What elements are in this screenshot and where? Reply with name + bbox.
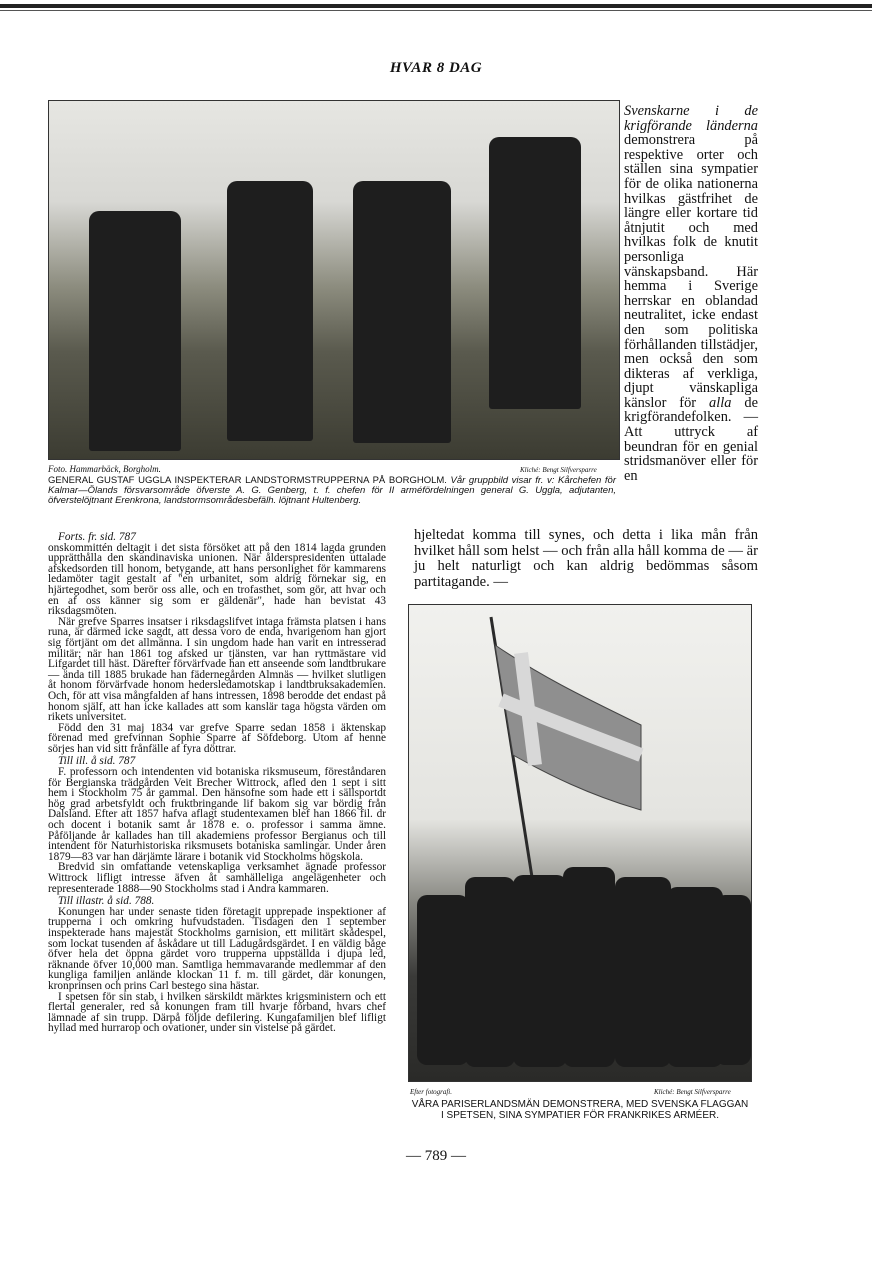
paragraph: onskommittén deltagit i det sista försöket att på den 1814 lagda grunden upprätthålla den skandinaviska unionen. När ålderspresidenten uttalade afskedsorden till honom, betygande, att hans personlighet för kammarens ledamöter tagit gestalt af "en urbanitet, som aldrig förnekar sig, en hjärtegodhet, som berör oss alle, och en trofasthet, som gör, att hvar och en af oss känner sig som er gäldenär", hade han bevistat 43 riksdagsmöten. — [48, 541, 386, 618]
photo2-caption: VÅRA PARISERLANDSMÄN DEMONSTRERA, MED SVENSKA FLAGGAN I SPETSEN, SINA SYMPATIER FÖR FRANKRIKES ARMÉER. — [411, 1099, 749, 1121]
section-heading: Till ill. å sid. 787 — [58, 755, 136, 768]
flag-illustration — [409, 605, 751, 1081]
officers-group-photo — [48, 100, 620, 460]
flag-demonstration-photo — [408, 604, 752, 1082]
paragraph: I spetsen för sin stab, i hvilken särskildt märktes krigsministern och ett flertal generaler, red så konungen fram till hvarje förband, hvars chef lämnade af sin trupp. Därpå följde defilering. Kungafamiljen blef lifligt hyllad med hurrarop och ovationer, under sin vistelse på gärdet. — [48, 990, 386, 1035]
photo1-caption-detail: Vår gruppbild visar fr. v: Kårchefen för Kalmar—Ölands försvarsområde öfverste A. G. Genberg, t. f. chefen för II arméfördelningen general G. Uggla, adjutanten, öfverstelöjtnant Erenkrona, landstormsområdesbefälh. löjtnant Hultenberg. — [48, 475, 616, 506]
top-rule-thin — [0, 10, 872, 11]
page-header: HVAR 8 DAG — [389, 60, 483, 76]
officer-figure-2 — [227, 181, 313, 441]
photo1-credit-right: Kliché: Bengt Silfversparre — [520, 466, 597, 474]
photo1-credit-left: Foto. Hammarbäck, Borgholm. — [48, 464, 161, 474]
sidebar-text — [624, 104, 758, 483]
photo2-credit-left: Efter fotografi. — [410, 1088, 452, 1096]
officer-figure-4 — [489, 137, 581, 409]
photo1-caption-title: GENERAL GUSTAF UGGLA INSPEKTERAR LANDSTORMSTRUPPERNA PÅ BORGHOLM. — [48, 475, 447, 486]
left-column — [48, 530, 386, 1034]
sidebar-body: demonstrera på respektive orter och ställen sina sympatier för de olika nationerna hvilkas gästfrihet de längre eller kortare tid åtnjutit och med hvilkas folk de knutit personliga vänskapsband. Här hemma i Sverige herrskar en oblandad neutralitet, icke endast den som politiska förhållanden tillstädjer, men också den som dikteras af verkliga, djupt vänskapliga känslor för — [624, 132, 758, 411]
crowd — [417, 867, 751, 1067]
paragraph: F. professorn och intendenten vid botaniska riksmuseum, föreståndaren för Bergianska trädgården Veit Brecher Wittrock, afled den 1 sept i sitt hem i Stockholm 75 år gammal. Den hänsofne som hade ett i sällsportdt hög grad arbetsfyldt och fruktbringande lif bakom sig var bördig från Dalsland. Efter att 1857 hafva aflagt studentexamen blef han 1866 fil. dr och docent i botanik samt år 1878 e. o. professor i samma ämne. Påföljande år kallades han till akademiens professor Bergianus och till intendent för Naturhistoriska riksmusets botaniska samlingar. Under åren 1879—83 var han därjämte lärare i botanik vid Stockholms högskola. — [48, 766, 386, 863]
paragraph: Född den 31 maj 1834 var grefve Sparre sedan 1858 i äktenskap förenad med grefvinnan Sophie Sparre af Söfdeborg. Utom af henne sörjes han vid sitt frånfälle af fyra döttrar. — [48, 721, 386, 755]
top-rule — [0, 4, 872, 8]
paragraph: Konungen har under senaste tiden företagit upprepade inspektioner af trupperna i och omkring hufvudstaden. Tisdagen den 1 september inspekterade hans majestät Stockholms garnision, ett militärt skådespel, som lockat tusenden af åskådare ut till Ladugårdsgärdet. I en väldig båge öfver hela det öppna gärdet voro trupperna uppställda i djupa led, räknande öfver 10,000 man. Samtliga hemmavarande medlemmar af den kungliga familjen anlände klockan 11 f. m. till gärdet, där konungen, kronprinsen och prins Carl bestego sina hästar. — [48, 905, 386, 992]
photo2-credit-right: Kliché: Bengt Silfversparre — [654, 1088, 731, 1096]
paragraph: När grefve Sparres insatser i riksdagslifvet intaga främsta platsen i hans runa, är därmed icke sagdt, att dessa voro de enda, hvarigenom han gjort sig förtjänt om det allmänna. I sin ungdom hade han varit en intresserad militär; när han 1861 tog afsked ur tjänsten, var han ryttmästare vid Lifgardet till häst. Därefter förvärfvade han ett anseende som landtbrukare — ända till 1885 brukade han fädernegården Almnäs — hvilket slutligen åt honom förvärfvade honom hedersledamotskap i landtbruksakademien. Och, för att visa mångfalden af hans intressen, 1898 berodde det endast på honom själf, att han icke kallades att som kanslär taga högsta värden om rikets universitet. — [48, 615, 386, 724]
page-number: — 789 — — [406, 1148, 466, 1164]
sidebar-body-end: de krigförandefolken. — Att uttryck af beundran för en genial stridsmanöver eller för en — [624, 394, 758, 484]
paragraph: Bredvid sin omfattande vetenskapliga verksamhet ägnade professor Wittrock lifligt intresse äfven åt samhälleliga angelägenheter och representerade 1888—90 Stockholms stad i Andra kammaren. — [48, 861, 386, 895]
officer-figure-3 — [353, 181, 451, 443]
photo1-caption — [48, 476, 616, 506]
officer-figure-1 — [89, 211, 181, 451]
sidebar-italic-lead: Svenskarne i de krigförande länderna — [624, 103, 758, 134]
section-heading: Forts. fr. sid. 787 — [58, 531, 136, 543]
sidebar-italic-word: alla — [709, 394, 732, 411]
section-heading: Till illastr. å sid. 788. — [58, 895, 155, 908]
continuation-text: hjeltedat komma till synes, och detta i lika mån från hvilket håll som helst — och från alla håll komma de — är ju helt naturligt och kan aldrig bedömmas såsom partitagande. — — [414, 527, 758, 590]
